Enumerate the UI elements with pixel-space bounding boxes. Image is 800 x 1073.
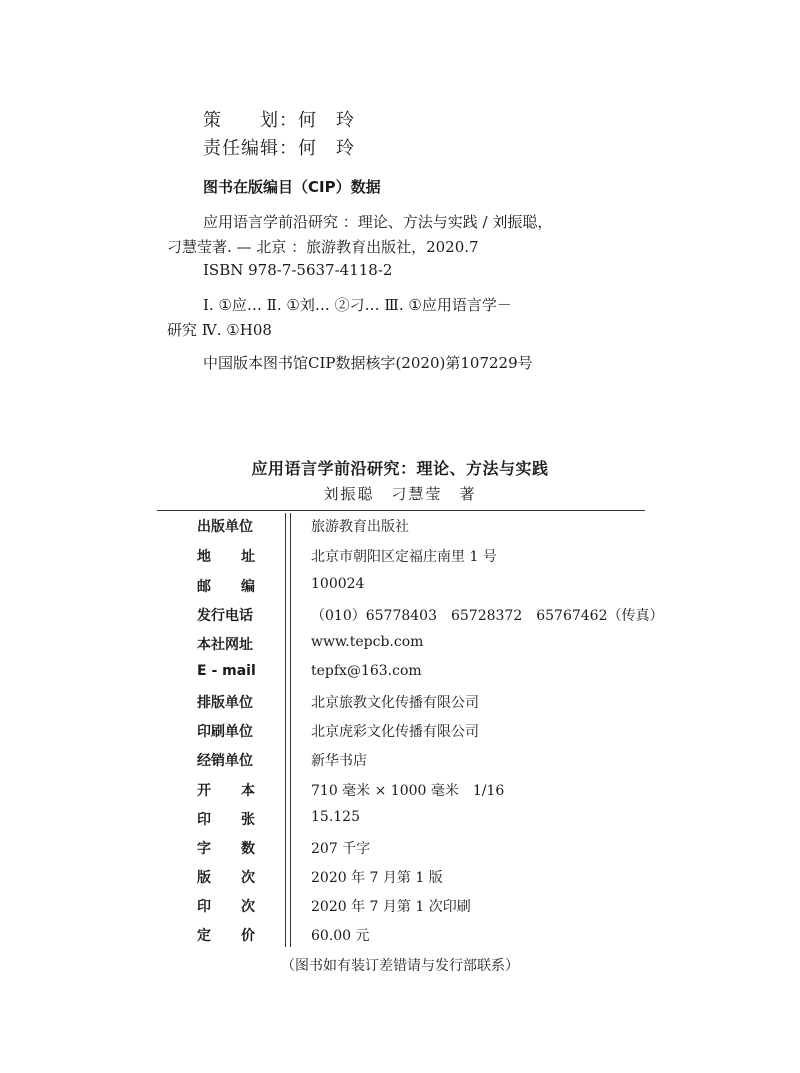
cip-isbn: ISBN 978-7-5637-4118-2: [203, 261, 393, 279]
label-format: 开 本: [197, 783, 255, 799]
label-website: 本社网址: [197, 637, 253, 653]
label-sheets: 印 张: [197, 812, 255, 828]
editor-credit: 责任编辑：何 玲: [203, 138, 355, 159]
value-sheets: 15.125: [311, 809, 360, 825]
label-word-count: 字 数: [197, 841, 255, 857]
value-website: www.tepcb.com: [311, 634, 424, 650]
book-title: 应用语言学前沿研究：理论、方法与实践: [251, 459, 549, 478]
value-email: tepfx@163.com: [311, 663, 422, 679]
label-printer: 印刷单位: [197, 724, 253, 740]
label-email: E - mail: [197, 663, 256, 679]
footer-note: （图书如有装订差错请与发行部联系）: [281, 958, 519, 974]
label-distributor: 经销单位: [197, 753, 253, 769]
table-top-rule: [157, 510, 645, 511]
cip-line-2: 刁慧莹著. — 北京 ：旅游教育出版社，2020.7: [167, 238, 479, 256]
table-divider-left: [285, 513, 286, 947]
value-postcode: 100024: [311, 576, 365, 592]
planner-credit: 策 划：何 玲: [203, 110, 355, 131]
label-price: 定 价: [197, 928, 255, 944]
book-authors: 刘振聪 刁慧莹 著: [323, 485, 477, 503]
label-phone: 发行电话: [197, 608, 253, 624]
cip-classification-1: Ⅰ. ①应… Ⅱ. ①刘… ②刁… Ⅲ. ①应用语言学－: [203, 296, 512, 314]
label-edition: 版 次: [197, 870, 255, 886]
value-typesetter: 北京旅教文化传播有限公司: [311, 695, 479, 711]
label-address: 地 址: [197, 549, 255, 565]
label-postcode: 邮 编: [197, 579, 255, 595]
value-phone: （010）65778403 65728372 65767462（传真）: [311, 608, 664, 624]
value-printer: 北京虎彩文化传播有限公司: [311, 724, 479, 740]
cip-line-1: 应用语言学前沿研究 ：理论、方法与实践 / 刘振聪，: [203, 213, 553, 231]
value-printing: 2020 年 7 月第 1 次印刷: [311, 899, 471, 915]
label-typesetter: 排版单位: [197, 695, 253, 711]
cip-heading: 图书在版编目（CIP）数据: [203, 178, 381, 196]
value-publisher: 旅游教育出版社: [311, 519, 409, 535]
label-publisher: 出版单位: [197, 519, 253, 535]
table-divider-right: [290, 513, 291, 947]
value-distributor: 新华书店: [311, 753, 367, 769]
value-word-count: 207 千字: [311, 841, 371, 857]
value-edition: 2020 年 7 月第 1 版: [311, 870, 443, 886]
value-address: 北京市朝阳区定福庄南里 1 号: [311, 549, 497, 565]
value-format: 710 毫米 × 1000 毫米 1/16: [311, 783, 505, 799]
label-printing: 印 次: [197, 899, 255, 915]
value-price: 60.00 元: [311, 928, 370, 944]
cip-classification-2: 研究 Ⅳ. ①H08: [167, 321, 272, 339]
cip-record-number: 中国版本图书馆CIP数据核字(2020)第107229号: [203, 354, 533, 372]
